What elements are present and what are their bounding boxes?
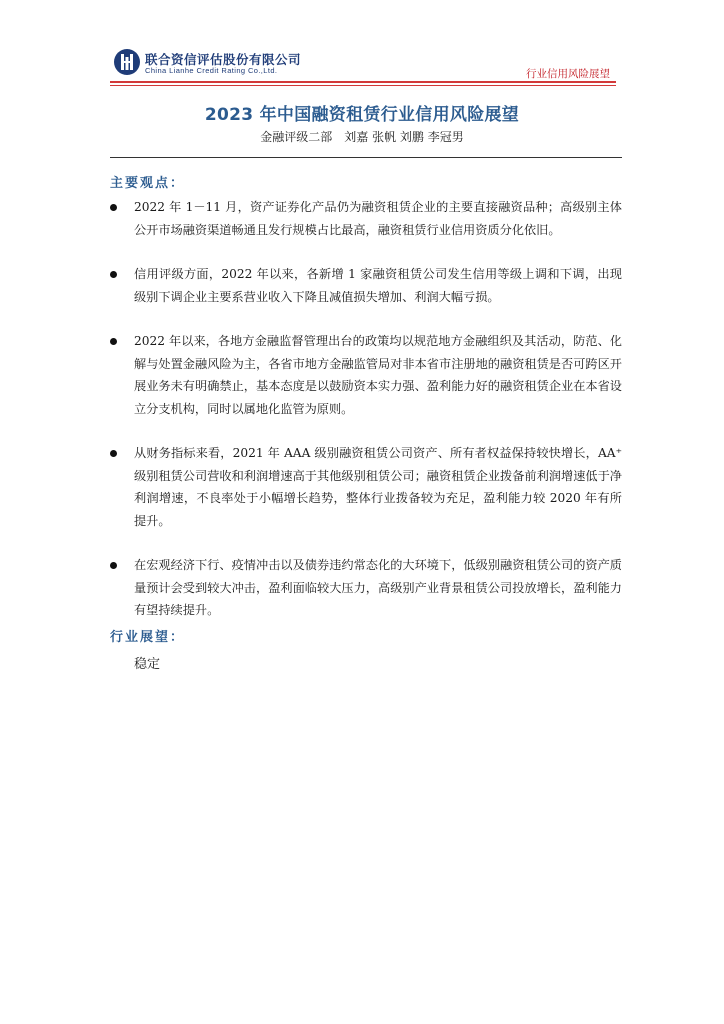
outlook-value: 稳定	[134, 657, 161, 672]
report-category-tag: 行业信用风险展望	[526, 68, 610, 80]
bullet-dot-icon	[110, 204, 117, 211]
list-item	[110, 554, 622, 622]
authors-line: 金融评级二部 刘嘉 张帆 刘鹏 李冠男	[260, 130, 464, 144]
list-item	[110, 196, 622, 241]
list-item-text: 从财务指标来看，2021 年 AAA 级别融资租赁公司资产、所有者权益保持较快增长，AA⁺级别租赁公司营收和利润增速高于其他级别租赁公司；融资租赁企业拨备前利润增速低于净利润增速，不良率处于小幅增长趋势，整体行业拨备较为充足，盈利能力较 2020 年有所提升。	[134, 446, 622, 528]
header-divider	[110, 81, 616, 83]
main-points-list	[110, 196, 622, 644]
outlook-heading: 行业展望：	[110, 630, 186, 645]
bullet-dot-icon	[110, 271, 117, 278]
list-item-text: 信用评级方面，2022 年以来，各新增 1 家融资租赁公司发生信用等级上调和下调，出现级别下调企业主要系营业收入下降且减值损失增加、利润大幅亏损。	[134, 267, 622, 304]
main-points-heading: 主要观点：	[110, 176, 186, 191]
bullet-dot-icon	[110, 450, 117, 457]
list-item-text: 2022 年 1－11 月，资产证券化产品仍为融资租赁企业的主要直接融资品种；高级别主体公开市场融资渠道畅通且发行规模占比最高，融资租赁行业信用资质分化依旧。	[134, 200, 622, 237]
header-divider-thin	[110, 85, 616, 86]
list-item	[110, 442, 622, 532]
list-item	[110, 330, 622, 420]
company-name-cn: 联合资信评估股份有限公司	[145, 52, 302, 67]
bullet-dot-icon	[110, 338, 117, 345]
lianhe-logo-icon	[113, 48, 141, 76]
company-name-en: China Lianhe Credit Rating Co.,Ltd.	[145, 66, 278, 75]
list-item-text: 2022 年以来，各地方金融监督管理出台的政策均以规范地方金融组织及其活动，防范、化解与处置金融风险为主，各省市地方金融监管局对非本省市注册地的融资租赁是否可跨区开展业务未有明确禁止，基本态度是以鼓励资本实力强、盈利能力好的融资租赁企业在本省设立分支机构，同时以属地化监管为原则。	[134, 334, 622, 416]
page-title: 2023 年中国融资租赁行业信用风险展望	[204, 105, 520, 125]
title-divider	[110, 157, 622, 158]
list-item	[110, 263, 622, 308]
list-item-text: 在宏观经济下行、疫情冲击以及债券违约常态化的大环境下，低级别融资租赁公司的资产质量预计会受到较大冲击，盈利面临较大压力，高级别产业背景租赁公司投放增长，盈利能力有望持续提升。	[134, 558, 622, 617]
bullet-dot-icon	[110, 562, 117, 569]
